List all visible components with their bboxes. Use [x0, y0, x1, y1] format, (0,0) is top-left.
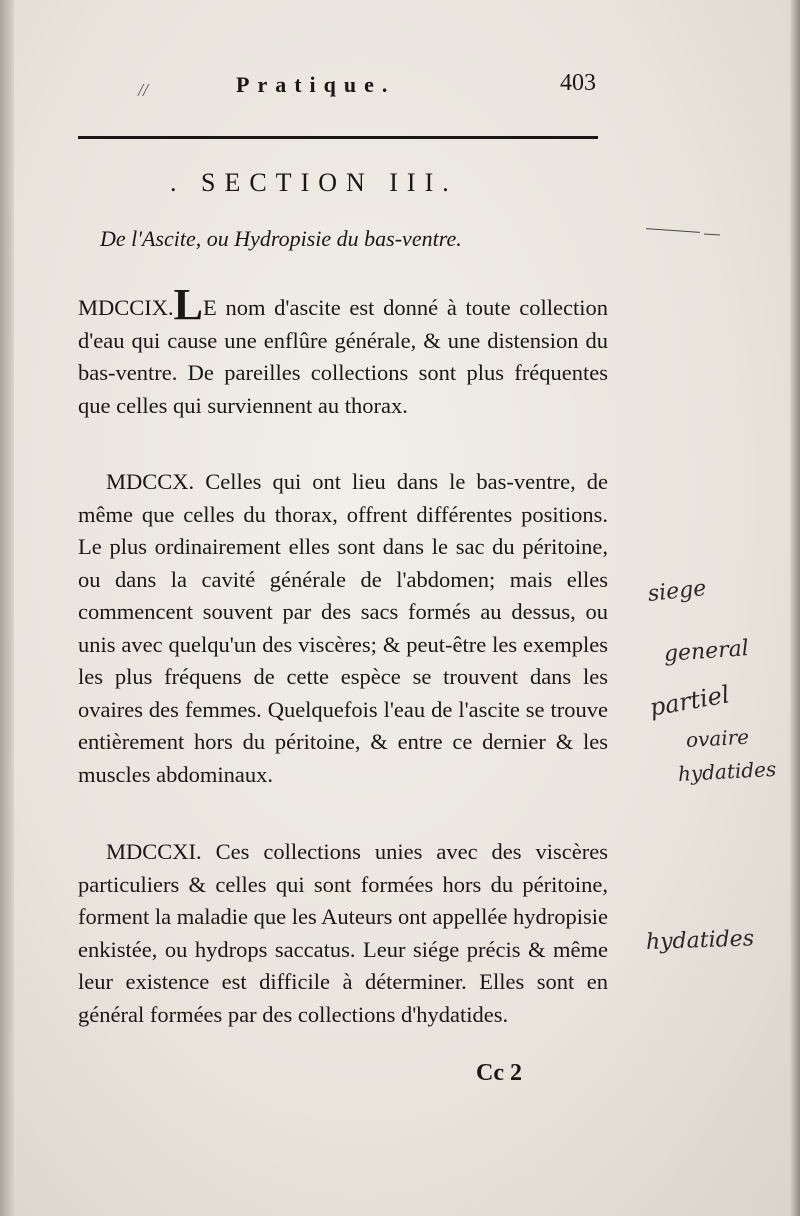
paragraph-number: MDCCIX. [78, 295, 174, 320]
margin-dash [646, 228, 700, 233]
margin-note: hydatides [677, 756, 777, 786]
drop-cap: L [173, 280, 203, 329]
header-rule [78, 136, 598, 139]
page-edge-left [0, 0, 14, 1216]
page-edge-right [790, 0, 800, 1216]
paragraph-mdccxi [78, 836, 608, 1031]
paragraph-text: E nom d'ascite est donné à toute collection d'eau qui cause une enflûre générale, & une distension du bas-ventre. De pareilles collections sont plus fréquentes que celles qui surviennent au thorax. [78, 295, 608, 418]
paragraph-number: MDCCXI. [106, 839, 202, 864]
margin-note: general [663, 636, 750, 667]
paragraph-mdccix [78, 280, 608, 422]
section-subtitle: De l'Ascite, ou Hydropisie du bas-ventre. [100, 226, 462, 251]
margin-note: hydatides [645, 926, 755, 955]
margin-dash [704, 233, 720, 235]
paragraph-text: Ces collections unies avec des viscères particuliers & celles qui sont formées hors du péritoine, forment la maladie que les Auteurs ont appellée hydropisie enkistée, ou hydrops saccatus. Leur siége précis & même leur existence est difficile à déterminer. Elles sont en général formées par des collections d'hydatides. [78, 839, 608, 1027]
signature-mark: Cc 2 [476, 1060, 522, 1086]
margin-note: ovaire [685, 724, 750, 752]
running-head: Pratique. [236, 72, 396, 97]
section-title: . SECTION III. [170, 168, 458, 197]
margin-note: partiel [647, 680, 732, 722]
paragraph-text: Celles qui ont lieu dans le bas-ventre, de même que celles du thorax, offrent différentes positions. Le plus ordinairement elles sont dans le sac du péritoine, ou dans la cavité générale de l'abdomen; mais elles commencent souvent par des sacs formés au dessus, ou unis avec quelqu'un des viscères; & peut-être les exemples les plus fréquens de cette espèce se trouvent dans les ovaires des femmes. Quelquefois l'eau de l'ascite se trouve entièrement hors du péritoine, & entre ce dernier & les muscles abdominaux. [78, 469, 609, 787]
paragraph-number: MDCCX. [106, 469, 195, 494]
page-number: 403 [560, 70, 596, 96]
margin-note: siege [646, 575, 708, 607]
paragraph-mdccx [78, 466, 608, 791]
corner-mark: // [138, 80, 149, 100]
